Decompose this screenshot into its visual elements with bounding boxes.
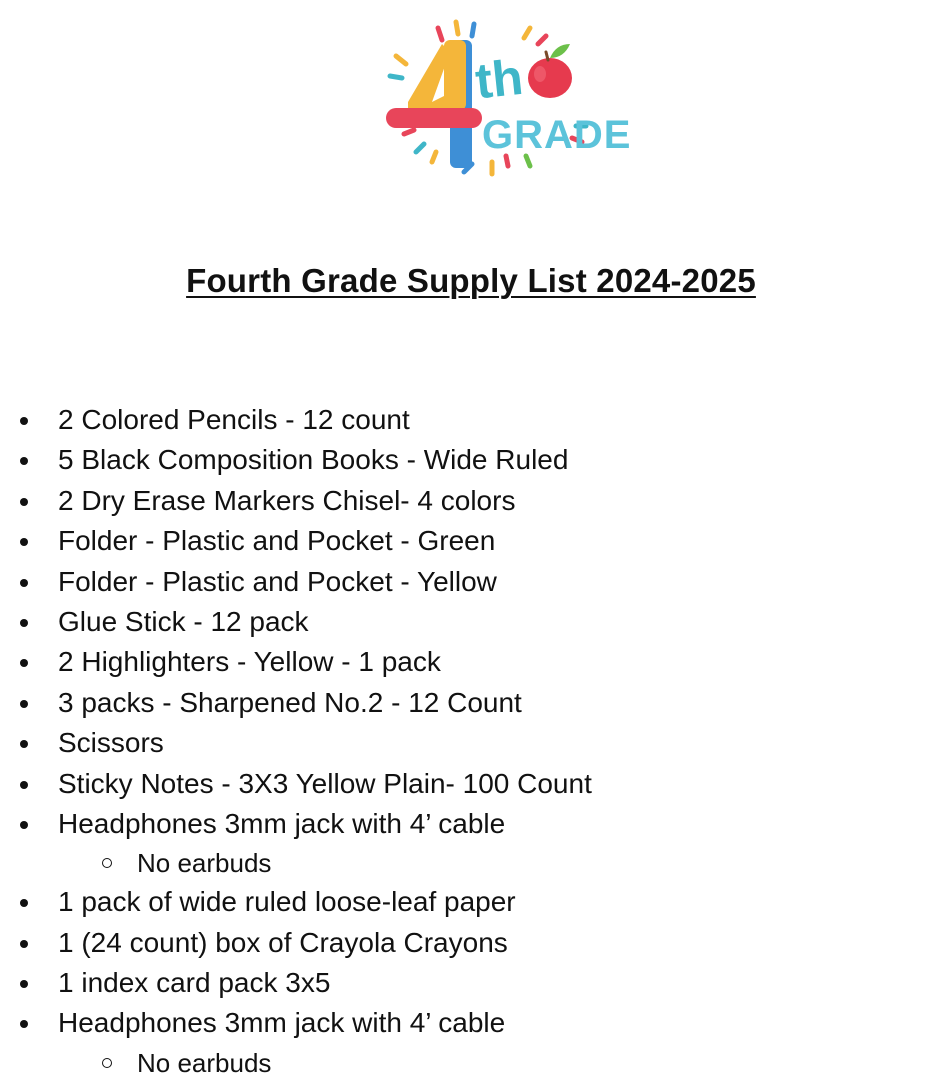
list-item — [0, 562, 942, 602]
list-item-text: Folder - Plastic and Pocket - Green — [58, 525, 496, 557]
hollow-bullet-icon — [102, 1058, 112, 1068]
list-item-text: 5 Black Composition Books - Wide Ruled — [58, 444, 569, 476]
list-item — [0, 400, 942, 440]
page-title: Fourth Grade Supply List 2024-2025 — [186, 262, 756, 299]
bullet-icon — [20, 538, 28, 546]
list-item-text: Folder - Plastic and Pocket - Yellow — [58, 565, 497, 597]
bullet-icon — [20, 457, 28, 465]
bullet-icon — [20, 579, 28, 587]
list-item — [0, 521, 942, 561]
list-item-text: 1 pack of wide ruled loose-leaf paper — [58, 886, 516, 918]
bullet-icon — [20, 417, 28, 425]
list-item — [0, 723, 942, 763]
bullet-icon — [20, 899, 28, 907]
sub-list-item — [0, 1044, 942, 1082]
bullet-icon — [20, 940, 28, 948]
list-item — [0, 764, 942, 804]
list-item — [0, 1003, 942, 1043]
sub-list-item — [0, 844, 942, 882]
list-item-text: 2 Dry Erase Markers Chisel- 4 colors — [58, 484, 516, 516]
list-item-text: 1 index card pack 3x5 — [58, 967, 331, 999]
bullet-icon — [20, 659, 28, 667]
fourth-grade-logo — [380, 14, 632, 184]
list-item-text: Sticky Notes - 3X3 Yellow Plain- 100 Count — [58, 767, 592, 799]
list-item — [0, 683, 942, 723]
list-item-text: 2 Colored Pencils - 12 count — [58, 404, 410, 435]
bullet-icon — [20, 619, 28, 627]
bullet-icon — [20, 700, 28, 708]
list-item-text: Headphones 3mm jack with 4’ cable — [58, 807, 506, 839]
list-item-text: Scissors — [58, 727, 164, 759]
list-item-text: 3 packs - Sharpened No.2 - 12 Count — [58, 686, 522, 718]
sub-list-item-text: No earbuds — [137, 1047, 272, 1078]
bullet-icon — [20, 980, 28, 988]
list-item-text: Glue Stick - 12 pack — [58, 605, 309, 637]
list-item — [0, 882, 942, 922]
hollow-bullet-icon — [102, 858, 112, 868]
list-item-text: 1 (24 count) box of Crayola Crayons — [58, 926, 508, 958]
supply-list — [0, 400, 942, 1082]
fourth-grade-logo-graphic — [380, 14, 632, 184]
list-item — [0, 481, 942, 521]
list-item — [0, 440, 942, 480]
list-item — [0, 602, 942, 642]
apple-icon — [528, 44, 572, 98]
list-item — [0, 923, 942, 963]
bullet-icon — [20, 740, 28, 748]
list-item — [0, 804, 942, 844]
logo-th-visible: th — [472, 48, 526, 110]
list-item-text: 2 Highlighters - Yellow - 1 pack — [58, 646, 441, 678]
logo-grade-text: GRADE — [482, 113, 632, 157]
list-item-text: Headphones 3mm jack with 4’ cable — [58, 1007, 506, 1039]
bullet-icon — [20, 498, 28, 506]
list-item — [0, 642, 942, 682]
list-item — [0, 963, 942, 1003]
bullet-icon — [20, 821, 28, 829]
bullet-icon — [20, 1020, 28, 1028]
bullet-icon — [20, 781, 28, 789]
sub-list-item-text: No earbuds — [137, 848, 272, 879]
